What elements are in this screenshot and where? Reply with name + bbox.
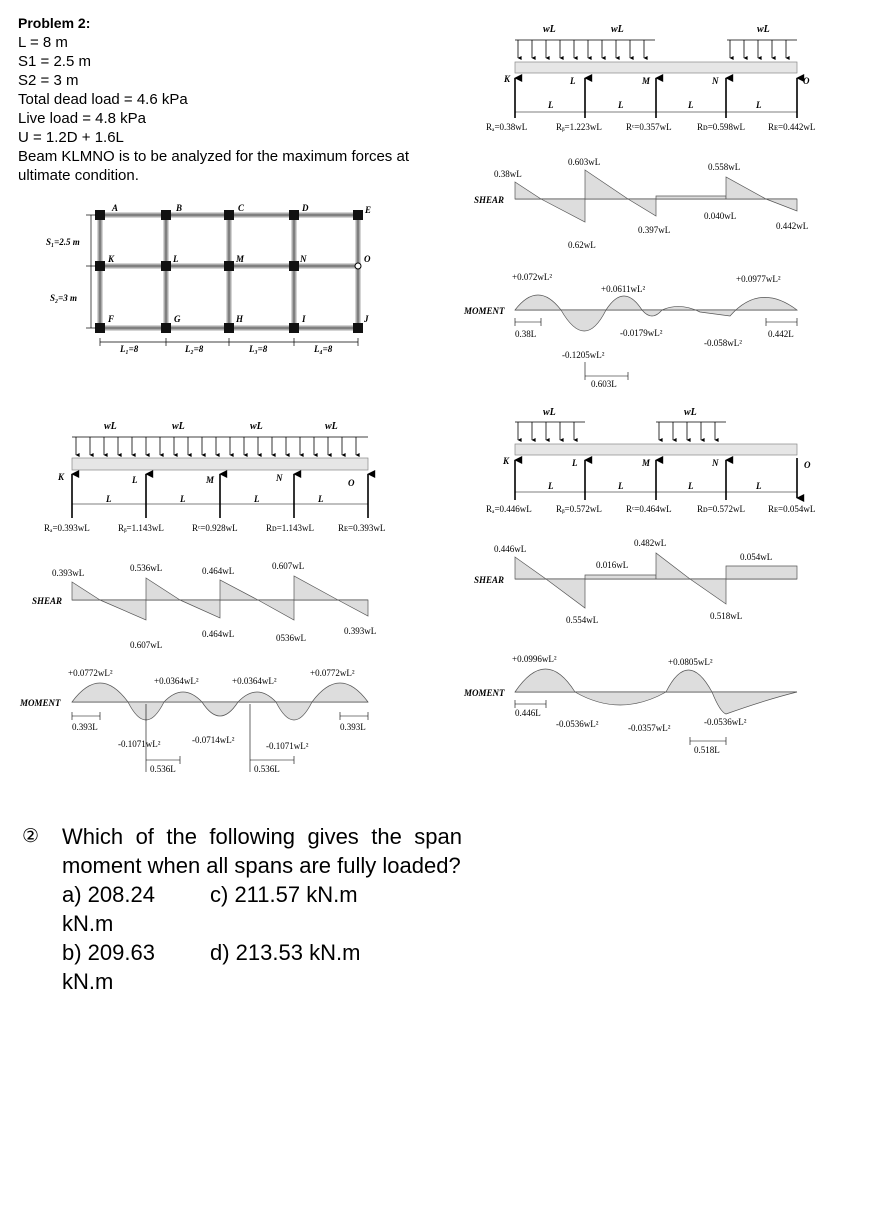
support-l: L [132, 475, 138, 485]
span-label: L [318, 494, 324, 504]
moment-value: +0.0772wL² [310, 668, 355, 678]
load-label: wL [684, 407, 697, 418]
moment-dim: 0.393L [72, 722, 98, 732]
given-length: L = 8 m [18, 34, 68, 51]
node-o: O [364, 254, 371, 264]
reaction-rb: Rᵦ=1.143wL [118, 523, 164, 533]
moment-value: -0.0714wL² [192, 735, 235, 745]
span-label: L [106, 494, 112, 504]
shear-value: 0.442wL [776, 221, 809, 231]
moment-dim: 0.446L [515, 708, 541, 718]
beam-case3 [463, 407, 815, 755]
question-block [22, 822, 462, 996]
moment-dim: 0.442L [768, 329, 794, 339]
support-o: O [804, 460, 811, 470]
node-e: E [365, 205, 372, 215]
moment-dim: 0.518L [694, 745, 720, 755]
option-c[interactable]: c) 211.57 kN.m [210, 882, 358, 907]
support-l: L [570, 76, 576, 86]
frame-plan [46, 203, 371, 354]
reaction-re: Rᴇ=0.442wL [768, 122, 816, 132]
node-m: M [236, 254, 245, 264]
reaction-rc: Rᶜ=0.357wL [626, 122, 672, 132]
node-l: L [173, 254, 179, 264]
span-label: L [618, 100, 624, 110]
moment-value: -0.1071wL² [118, 739, 161, 749]
reaction-rb: Rᵦ=1.223wL [556, 122, 602, 132]
dim-l2: L₂=8 [185, 344, 204, 354]
moment-dim: 0.536L [254, 764, 280, 774]
moment-value: -0.058wL² [704, 338, 742, 348]
beam-full-load [19, 421, 385, 774]
shear-value: 0.607wL [130, 640, 163, 650]
moment-title: MOMENT [464, 306, 505, 316]
node-h: H [236, 314, 244, 324]
shear-value: 0.38wL [494, 169, 522, 179]
given-s1: S1 = 2.5 m [18, 53, 91, 70]
moment-value: -0.0179wL² [620, 328, 663, 338]
load-label: wL [757, 24, 770, 35]
question-text: Which of the following gives the span moment when all spans are fully loaded? [62, 824, 462, 878]
shear-value: 0.464wL [202, 629, 235, 639]
shear-title: SHEAR [474, 575, 505, 585]
shear-value: 0.040wL [704, 211, 737, 221]
moment-title: MOMENT [464, 688, 505, 698]
span-label: L [688, 481, 694, 491]
reaction-re: Rᴇ=0.054wL [768, 504, 816, 514]
load-label: wL [104, 421, 117, 432]
load-label: wL [611, 24, 624, 35]
moment-value: +0.0977wL² [736, 274, 781, 284]
moment-value: +0.0805wL² [668, 657, 713, 667]
shear-value: 0.482wL [634, 538, 667, 548]
shear-value: 0536wL [276, 633, 306, 643]
dim-l3: L₃=8 [249, 344, 268, 354]
support-m: M [206, 475, 215, 485]
load-label: wL [325, 421, 338, 432]
span-label: L [254, 494, 260, 504]
node-c: C [238, 203, 245, 213]
shear-value: 0.397wL [638, 225, 671, 235]
support-k: K [503, 456, 510, 466]
node-k: K [108, 254, 115, 264]
reaction-rb: Rᵦ=0.572wL [556, 504, 602, 514]
given-dead-load: Total dead load = 4.6 kPa [18, 91, 188, 108]
node-g: G [174, 314, 181, 324]
shear-value: 0.536wL [130, 563, 163, 573]
moment-value: -0.0357wL² [628, 723, 671, 733]
moment-value: -0.0536wL² [704, 717, 747, 727]
shear-value: 0.446wL [494, 544, 527, 554]
node-f: F [108, 314, 115, 324]
support-k: K [504, 74, 511, 84]
shear-value: 0.054wL [740, 552, 773, 562]
reaction-rc: Rᶜ=0.928wL [192, 523, 238, 533]
moment-title: MOMENT [20, 698, 61, 708]
node-b: B [176, 203, 183, 213]
support-k: K [58, 472, 65, 482]
span-label: L [548, 100, 554, 110]
problem-title: Problem 2: [18, 15, 91, 31]
shear-value: 0.62wL [568, 240, 596, 250]
given-load-combo: U = 1.2D + 1.6L [18, 129, 124, 146]
reaction-rd: Rᴅ=1.143wL [266, 523, 315, 533]
dim-s1: S₁=2.5 m [46, 237, 80, 247]
shear-value: 0.603wL [568, 157, 601, 167]
moment-dim: 0.393L [340, 722, 366, 732]
option-b[interactable]: b) 209.63 kN.m [62, 940, 155, 994]
support-n: N [276, 473, 283, 483]
moment-value: +0.0772wL² [68, 668, 113, 678]
given-live-load: Live load = 4.8 kPa [18, 110, 147, 127]
moment-dim: 0.38L [515, 329, 537, 339]
option-d[interactable]: d) 213.53 kN.m [210, 940, 361, 965]
span-label: L [688, 100, 694, 110]
load-label: wL [543, 407, 556, 418]
support-m: M [642, 76, 651, 86]
shear-value: 0.016wL [596, 560, 629, 570]
dim-l1: L₁=8 [120, 344, 139, 354]
load-label: wL [250, 421, 263, 432]
reaction-rc: Rᶜ=0.464wL [626, 504, 672, 514]
reaction-rd: Rᴅ=0.572wL [697, 504, 746, 514]
option-a[interactable]: a) 208.24 kN.m [62, 882, 155, 936]
support-o: O [348, 478, 355, 488]
node-i: I [302, 314, 306, 324]
moment-value: +0.0364wL² [232, 676, 277, 686]
shear-value: 0.607wL [272, 561, 305, 571]
node-j: J [364, 314, 369, 324]
dim-l4: L₄=8 [314, 344, 333, 354]
span-label: L [618, 481, 624, 491]
moment-value: +0.0611wL² [601, 284, 646, 294]
shear-value: 0.393wL [52, 568, 85, 578]
reaction-ra: Rₐ=0.446wL [486, 504, 532, 514]
shear-title: SHEAR [474, 195, 505, 205]
moment-value: -0.0536wL² [556, 719, 599, 729]
shear-value: 0.464wL [202, 566, 235, 576]
question-number: ② [22, 826, 40, 847]
span-label: L [548, 481, 554, 491]
node-n: N [300, 254, 307, 264]
given-s2: S2 = 3 m [18, 72, 79, 89]
problem-description: Beam KLMNO is to be analyzed for the maximum forces at ultimate condition. [18, 148, 409, 184]
support-n: N [712, 76, 719, 86]
span-label: L [756, 100, 762, 110]
moment-value: -0.1205wL² [562, 350, 605, 360]
moment-dim: 0.536L [150, 764, 176, 774]
reaction-ra: Rₐ=0.38wL [486, 122, 528, 132]
moment-dim: 0.603L [591, 379, 617, 389]
load-label: wL [172, 421, 185, 432]
shear-value: 0.518wL [710, 611, 743, 621]
moment-value: +0.072wL² [512, 272, 553, 282]
moment-value: +0.0996wL² [512, 654, 557, 664]
load-label: wL [543, 24, 556, 35]
support-n: N [712, 458, 719, 468]
support-m: M [642, 458, 651, 468]
reaction-re: Rᴇ=0.393wL [338, 523, 386, 533]
dim-s2: S₂=3 m [50, 293, 78, 303]
span-label: L [180, 494, 186, 504]
reaction-ra: Rₐ=0.393wL [44, 523, 90, 533]
moment-value: -0.1071wL² [266, 741, 309, 751]
support-o: O [803, 76, 810, 86]
node-a: A [112, 203, 119, 213]
beam-case2 [463, 24, 815, 389]
shear-value: 0.393wL [344, 626, 377, 636]
moment-value: +0.0364wL² [154, 676, 199, 686]
answer-options [62, 880, 462, 996]
node-d: D [302, 203, 309, 213]
span-label: L [756, 481, 762, 491]
support-l: L [572, 458, 578, 468]
shear-title: SHEAR [32, 596, 63, 606]
shear-value: 0.554wL [566, 615, 599, 625]
shear-value: 0.558wL [708, 162, 741, 172]
reaction-rd: Rᴅ=0.598wL [697, 122, 746, 132]
